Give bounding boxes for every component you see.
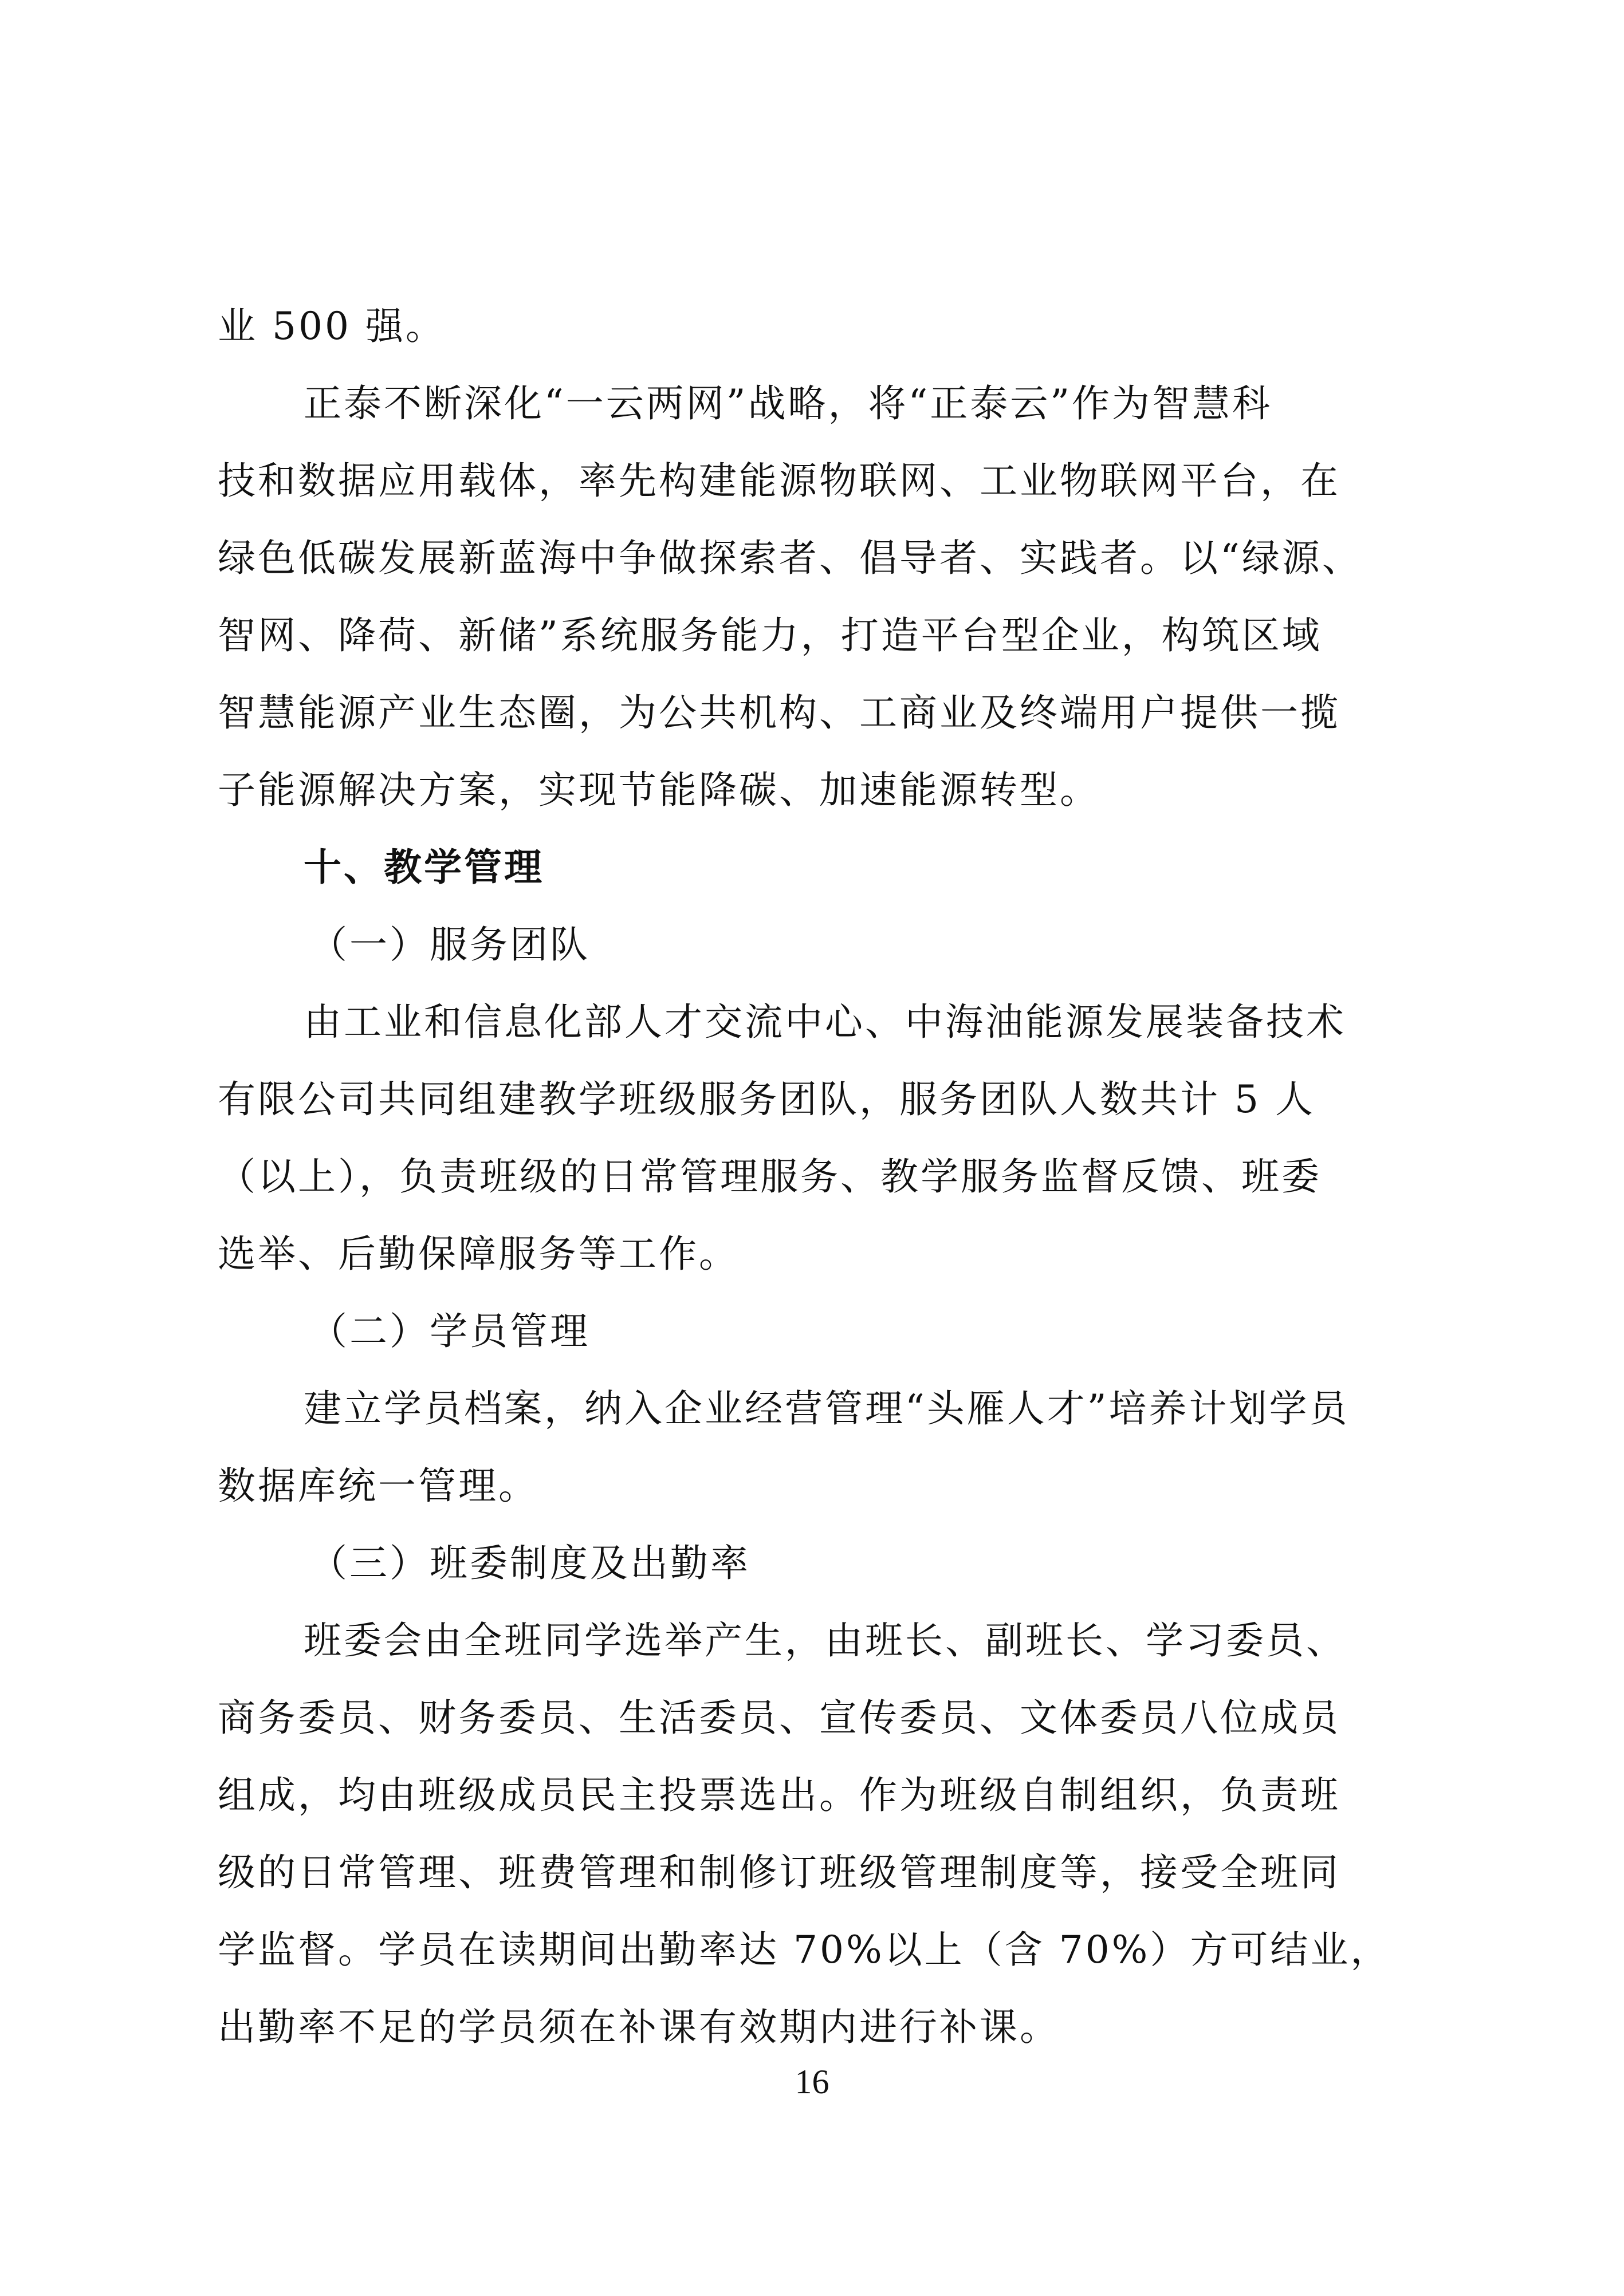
paragraph-line: 绿色低碳发展新蓝海中争做探索者、倡导者、实践者。以“绿源、 [218, 536, 1362, 580]
paragraph-line: 班委会由全班同学选举产生，由班长、副班长、学习委员、 [304, 1618, 1346, 1663]
paragraph-line: 出勤率不足的学员须在补课有效期内进行补课。 [218, 2005, 1060, 2049]
paragraph-line: 智网、降荷、新储”系统服务能力，打造平台型企业，构筑区域 [218, 613, 1322, 657]
paragraph-line: 数据库统一管理。 [218, 1464, 538, 1508]
paragraph-line: 选举、后勤保障服务等工作。 [218, 1232, 739, 1276]
paragraph-line: 技和数据应用载体，率先构建能源物联网、工业物联网平台，在 [218, 459, 1340, 503]
paragraph-line: 商务委员、财务委员、生活委员、宣传委员、文体委员八位成员 [218, 1696, 1340, 1740]
page-number: 16 [795, 2063, 829, 2101]
subsection-heading: （三）班委制度及出勤率 [309, 1541, 750, 1585]
paragraph-line: 有限公司共同组建教学班级服务团队，服务团队人数共计 5 人 [218, 1077, 1315, 1121]
paragraph-line: 业 500 强。 [218, 304, 446, 348]
section-heading: 十、教学管理 [304, 845, 544, 889]
paragraph-line: 级的日常管理、班费管理和制修订班级管理制度等，接受全班同 [218, 1850, 1340, 1895]
subsection-heading: （一）服务团队 [309, 923, 590, 967]
paragraph-line: 组成，均由班级成员民主投票选出。作为班级自制组织，负责班 [218, 1773, 1340, 1817]
paragraph-line: 正泰不断深化“一云两网”战略，将“正泰云”作为智慧科 [304, 381, 1272, 426]
paragraph-line: 智慧能源产业生态圈，为公共机构、工商业及终端用户提供一揽 [218, 691, 1340, 735]
paragraph-line: （以上），负责班级的日常管理服务、教学服务监督反馈、班委 [218, 1155, 1322, 1199]
subsection-heading: （二）学员管理 [309, 1309, 590, 1353]
paragraph-line: 由工业和信息化部人才交流中心、中海油能源发展装备技术 [304, 1000, 1346, 1044]
paragraph-line: 子能源解决方案，实现节能降碳、加速能源转型。 [218, 768, 1100, 812]
paragraph-line: 学监督。学员在读期间出勤率达 70%以上（含 70%）方可结业， [218, 1928, 1391, 1972]
paragraph-line: 建立学员档案，纳入企业经营管理“头雁人才”培养计划学员 [304, 1387, 1350, 1431]
